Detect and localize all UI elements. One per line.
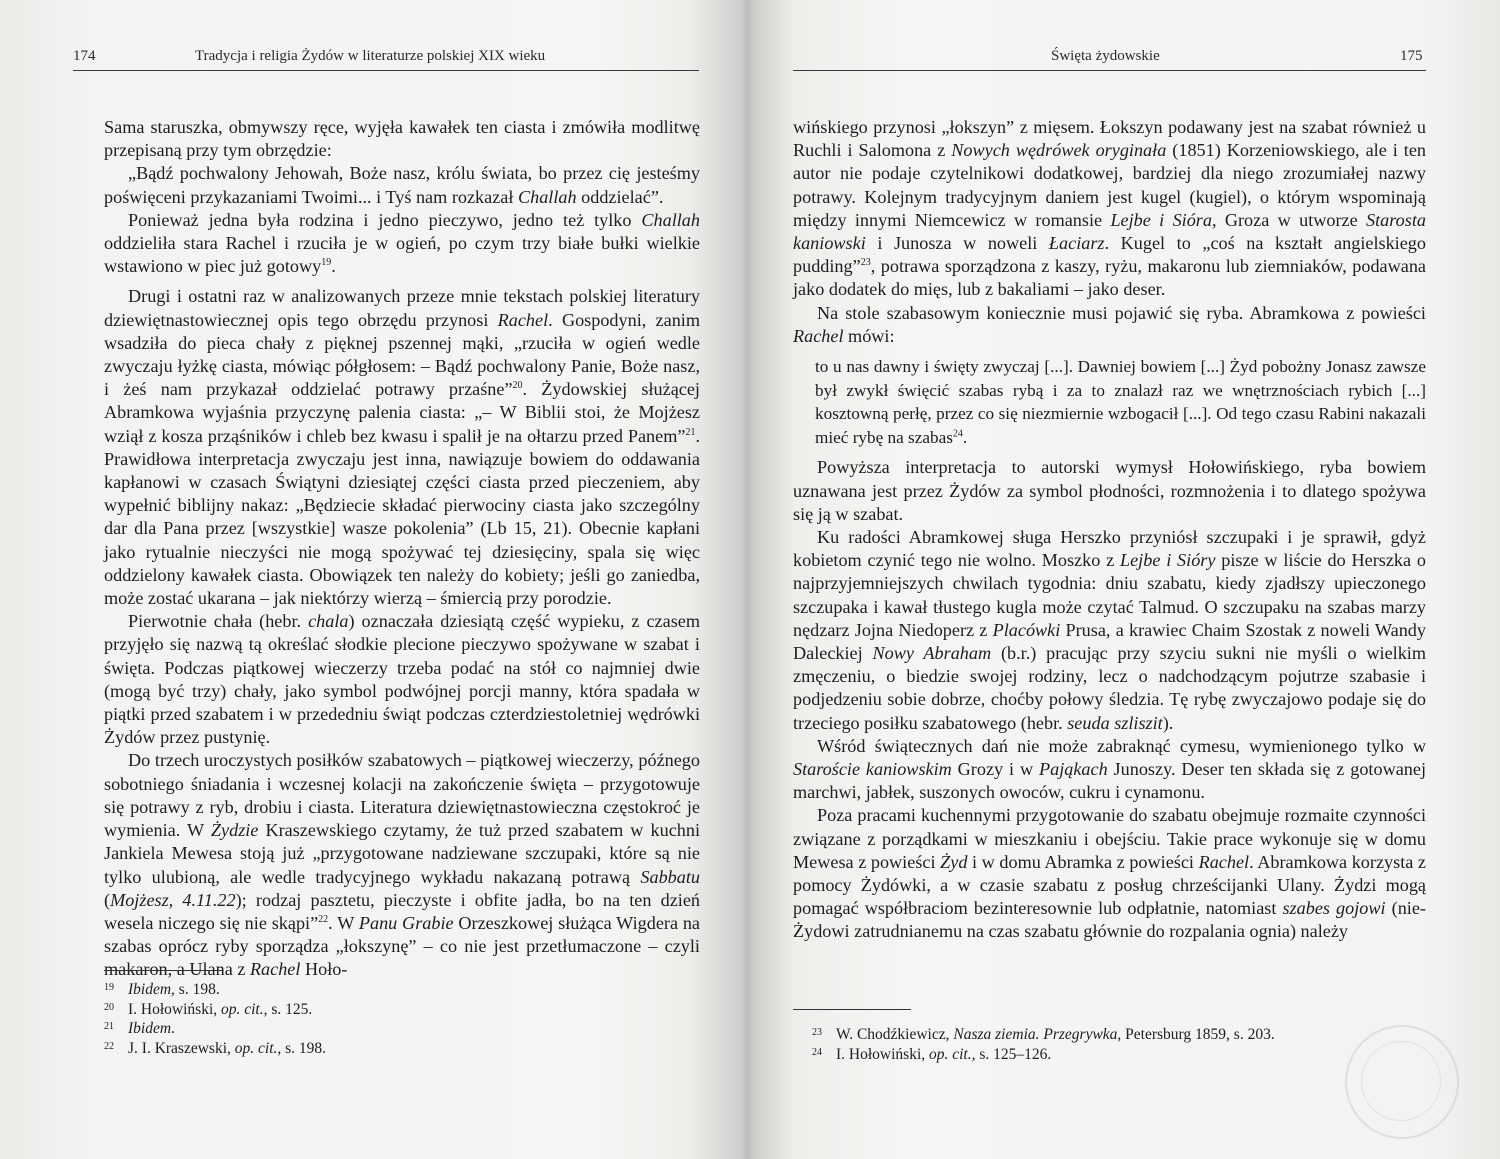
right_page-paragraph: Poza pracami kuchennymi przygotowanie do szabatu obejmuje rozmaite czynności związane z porządkami w mieszkaniu i obejściu. Takie prace wykonuje się w domu Mewesa z powieści Żyd i w domu Abramka z powieści Rachel. Abramkowa korzysta z pomocy Żydówki, a w czasie szabatu z posług chrześcijanki Ulany. Żydzi mogą pomagać współbraciom bezinteresownie lub odpłatnie, natomiast szabes gojowi (nie-Żydowi zatrudnianemu na czas szabatu głównie do rozpalania ognia) należy [793, 805, 1426, 942]
left-body-text [104, 116, 700, 982]
left-footnote [104, 980, 326, 1000]
right-page [750, 0, 1500, 1159]
footnote-text: W. Chodźkiewicz, Nasza ziemia. Przegrywka, Petersburg 1859, s. 203. [836, 1026, 1275, 1043]
footnote-text: Ibidem. [128, 1020, 175, 1037]
left_page-paragraph: Ponieważ jedna była rodzina i jedno pieczywo, jedno też tylko Challah oddzieliła stara Rachel i rzuciła je w ogień, po czym trzy białe bułki wielkie wstawiono w piec już gotowy$^{19}$. [104, 209, 700, 277]
footnote-text: I. Hołowiński, op. cit., s. 125. [128, 1000, 313, 1018]
left_page-paragraph: „Bądź pochwalony Jehowah, Boże nasz, królu świata, bo przez cię jesteśmy poświęceni przykazaniami Twoimi... i Tyś nam rozkazał Challah oddzielać”. [104, 163, 700, 207]
left-footnote-rule [104, 970, 222, 971]
left_page-paragraph: Pierwotnie chała (hebr. chala) oznaczała dziesiątą część wypieku, z czasem przyjęło się nazwą tą określać słodkie plecione pieczywo spożywane w szabat i święta. Podczas piątkowej wieczerzy trzeba podać na stół co najmniej dwie (mogą być trzy) chały, jako symbol podwójnej porcji manny, która spadała w piątki przed szabatem i w przededniu świąt podczas czterdziestoletniej wędrówki Żydów przez pustynię. [104, 611, 700, 748]
right_page-paragraph: wińskiego przynosi „łokszyn” z mięsem. Łokszyn podawany jest na szabat również u Ruchli i Salomona z Nowych wędrówek oryginała (1851) Korzeniowskiego, ale i ten autor nie podaje czytelnikowi dodatkowej, bardziej dla niego zrozumiałej nazwy potrawy. Kolejnym tradycyjnym daniem jest kugel (kugiel), o którym wspominają między innymi Niemcewicz w romansie Lejbe i Sióra, Groza w utworze Starosta kaniowski i Junosza w noweli Łaciarz. Kugel to „coś na kształt angielskiego pudding”$^{23}$, potrawa sporządzona z kaszy, ryżu, makaronu lub ziemniaków, podawana jako dodatek do mięs, lub z bakaliami – jako deser. [793, 117, 1426, 300]
right_page-block-quote: to u nas dawny i święty zwyczaj [...]. Dawniej bowiem [...] Żyd pobożny Jonasz zawsze był zwykł święcić szabas rybą i za to znalazł raz we wnętrznościach rybich [...] kosztowną perłę, przez co się niezmiernie wzbogacił [...]. Od tego czasu Rabini nakazali mieć rybę na szabas$^{24}$. [815, 357, 1426, 447]
right-footnote [812, 1045, 1275, 1065]
footnote-text: Ibidem, s. 198. [128, 981, 220, 998]
right_page-paragraph: Na stole szabasowym koniecznie musi pojawić się ryba. Abramkowa z powieści Rachel mówi: [793, 302, 1426, 346]
left-page [0, 0, 748, 1159]
right-header-rule [793, 70, 1426, 71]
right_page-paragraph: Ku radości Abramkowej sługa Herszko przyniósł szczupaki i je sprawił, gdyż kobietom czynić tego nie wolno. Moszko z Lejbe i Sióry pisze w liście do Herszka o najprzyjemniejszych chwilach tygodnia: dniu szabatu, kiedy zjadłszy upieczonego szczupaka i kawał tłustego kugla może czytać Talmud. O szczupaku na szabas marzy nędzarz Jojna Niedoperz z Placówki Prusa, a krawiec Chaim Szostak z noweli Wandy Daleckiej Nowy Abraham (b.r.) pracując przy szyciu sukni nie myśli o wielkim zmęczeniu, o biedzie swojej rodziny, lecz o nadchodzącym pojutrze szabasie i podjedzeniu sobie dobrze, choćby połowy śledzia. Tę rybę zwyczajowo podaje się do trzeciego posiłku szabatowego (hebr. seuda szliszit). [793, 527, 1426, 733]
right-page-number: 175 [1400, 48, 1423, 64]
left-footnote [104, 1039, 326, 1059]
left-running-title: Tradycja i religia Żydów w literaturze polskiej XIX wieku [195, 48, 546, 64]
left-header-rule [73, 70, 699, 71]
footnote-number: 23 [812, 1027, 822, 1038]
right-footnote-rule [793, 1009, 911, 1010]
right-running-title: Święta żydowskie [1051, 48, 1160, 64]
right_page-paragraph: Wśród świątecznych dań nie może zabraknąć cymesu, wymienionego tylko w Staroście kaniowskim Grozy i w Pająkach Junoszy. Deser ten składa się z gotowanej marchwi, jabłek, suszonych owoców, cukru i cynamonu. [793, 735, 1426, 803]
right-footnote [812, 1025, 1275, 1045]
footnote-number: 22 [104, 1040, 114, 1052]
footnote-number: 24 [812, 1046, 822, 1058]
footnote-number: 20 [104, 1001, 114, 1013]
left-footnote [104, 1019, 326, 1039]
left-footnotes [104, 980, 326, 1058]
left_page-paragraph: Drugi i ostatni raz w analizowanych przeze mnie tekstach polskiej literatury dziewiętnastowiecznej opis tego obrzędu przynosi Rachel. Gospodyni, zanim wsadziła do pieca chały z pięknej pszennej mąki, „rzuciła w ogień wedle zwyczaju łyżkę ciasta, mówiąc półgłosem: – Bądź pochwalony Panie, Boże nasz, i żeś nam przykazał oddzielać potrawy przaśne”$^{20}$. Żydowskiej służącej Abramkowa wyjaśnia przyczynę palenia ciasta: „– W Biblii stoi, że Mojżesz wziął z kosza prząśników i chleb bez kwasu i spalił je na ołtarzu przed Panem”$^{21}$. Prawidłowa interpretacja zwyczaju jest inna, nawiązuje bowiem do oddawania kapłanowi w czasach Świątyni dziesiątej części ciasta przed pieczeniem, aby wypełnić biblijny nakaz: „Będziecie składać pierwociny ciasta jako szczególny dar dla Pana przez [wszystkie] wasze pokolenia” (Lb 15, 21). Obecnie kapłani jako rytualnie nieczyści nie mogą spożywać tej dziesięciny, spala się więc oddzielony kawałek ciasta. Obowiązek ten należy do kobiety; jeśli go zaniedba, może zostać ukarana – jak niektórzy wierzą – śmiercią przy porodzie. [104, 286, 700, 609]
left_page-paragraph: Sama staruszka, obmywszy ręce, wyjęła kawałek ten ciasta i zmówiła modlitwę przepisaną przy tym obrzędzie: [104, 117, 700, 161]
footnote-text: I. Hołowiński, op. cit., s. 125–126. [836, 1045, 1052, 1063]
right-footnotes [812, 1025, 1275, 1064]
right_page-paragraph: Powyższa interpretacja to autorski wymysł Hołowińskiego, ryba bowiem uznawana jest przez Żydów za symbol płodności, rozmnożenia i to dlatego spożywa się ją w szabat. [793, 457, 1426, 524]
footnote-text: J. I. Kraszewski, op. cit., s. 198. [128, 1039, 327, 1057]
footnote-number: 19 [104, 982, 114, 993]
left_page-paragraph: Do trzech uroczystych posiłków szabatowych – piątkowej wieczerzy, późnego sobotniego śniadania i wczesnej kolacji na zakończenie święta – przygotowuje się potrawy z ryb, drobiu i ciasta. Literatura dziewiętnastowieczna częstokroć je wymienia. W Żydzie Kraszewskiego czytamy, że tuż przed szabatem w kuchni Jankiela Mewesa stoją już „przygotowane nadziewane szczupaki, które są nie tylko ulubioną, ale wedle tradycyjnego wykładu nakazaną potrawą Sabbatu (Mojżesz, 4.11.22); rodzaj pasztetu, pieczyste i obfite jadła, bo na ten dzień wesela niczego się nie skąpi”$^{22}$. W Panu Grabie Orzeszkowej służąca Wigdera na szabas oprócz ryby sporządza „łokszynę” – co nie jest przetłumaczone – czyli makaron, a Ulana z Rachel Hoło- [104, 750, 701, 980]
footnote-number: 21 [104, 1021, 114, 1032]
left-footnote [104, 1000, 326, 1020]
right-body-text [793, 116, 1426, 944]
left-page-number: 174 [73, 48, 96, 64]
